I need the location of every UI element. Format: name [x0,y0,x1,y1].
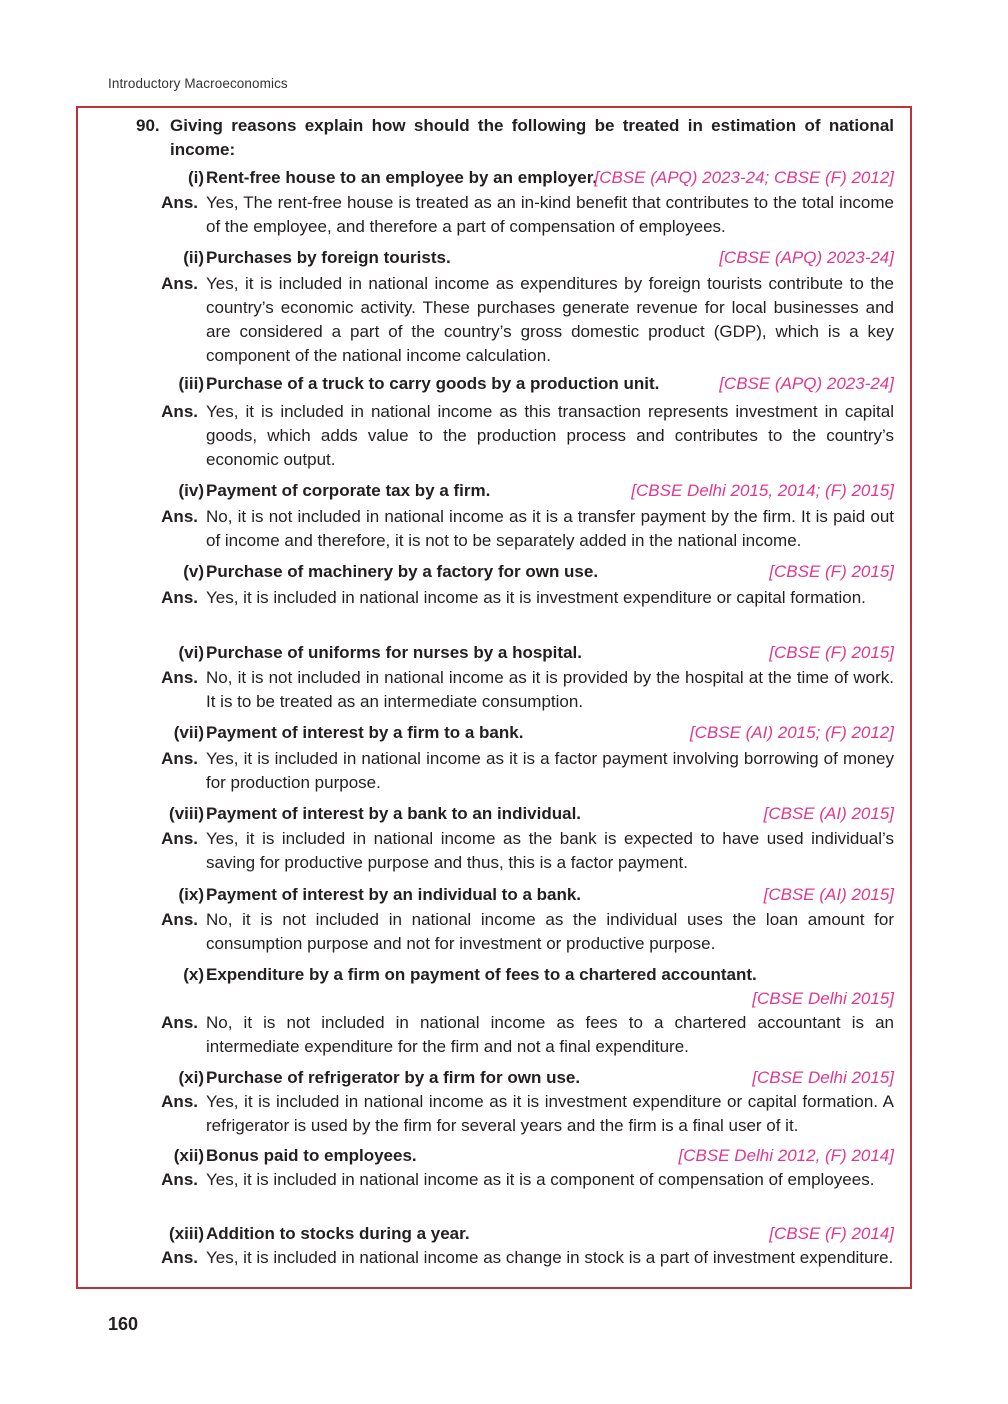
answer-label: Ans. [161,749,198,768]
sub-question-number: (xii) [173,1146,204,1165]
sub-question-number: (iv) [178,481,204,500]
answer [78,747,894,795]
answer-text: Yes, The rent-free house is treated as an in-kind benefit that contributes to the total income of the employee, and therefore a part of compensation of employees. [206,193,894,236]
source-tag: [CBSE (F) 2015] [769,643,894,662]
sub-question-number: (x) [183,965,204,984]
answer-label: Ans. [161,193,198,212]
answer-text: Yes, it is included in national income as it is a factor payment involving borrowing of money for production purpose. [206,749,894,792]
sub-question-number: (vi) [178,643,204,662]
answer [78,505,894,553]
answer [78,1011,894,1059]
sub-question-number: (viii) [169,804,204,823]
sub-question-text: Payment of interest by a bank to an individual. [206,804,582,823]
source-tag: [CBSE (AI) 2015] [763,885,894,904]
sub-question-number: (vii) [173,723,204,742]
source-tag: [CBSE Delhi 2015, 2014; (F) 2015] [631,481,894,500]
sub-question-text: Rent-free house to an employee by an employer. [206,168,598,187]
answer-label: Ans. [161,910,198,929]
question-number: 90. [136,116,160,135]
answer-label: Ans. [161,1013,198,1032]
sub-question-number: (xiii) [169,1224,204,1243]
answer-text: Yes, it is included in national income as expenditures by foreign tourists contribute to the country’s economic activity. These purchases generate revenue for local businesses and are considered a part of the country’s gross domestic product (GDP), which is a key component of the national income calculation. [206,274,894,365]
answer-label: Ans. [161,507,198,526]
answer-label: Ans. [161,1248,198,1267]
sub-question-number: (ix) [178,885,204,904]
sub-question-text: Addition to stocks during a year. [206,1224,470,1243]
answer-text: Yes, it is included in national income as it is a component of compensation of employees. [206,1170,875,1189]
sub-question-text: Purchase of refrigerator by a firm for own use. [206,1068,581,1087]
answer-text: Yes, it is included in national income as it is investment expenditure or capital formation. A refrigerator is used by the firm for several years and the firm is a final user of it. [206,1092,894,1135]
sub-question-number: (iii) [178,374,204,393]
answer-label: Ans. [161,1092,198,1111]
answer-label: Ans. [161,274,198,293]
sub-question-number: (v) [183,562,204,581]
answer-label: Ans. [161,829,198,848]
sub-question-text: Purchase of a truck to carry goods by a production unit. [206,374,660,393]
source-tag: [CBSE Delhi 2012, (F) 2014] [678,1146,894,1165]
sub-question-text: Purchase of machinery by a factory for own use. [206,562,599,581]
answer [78,1090,894,1138]
answer [78,827,894,875]
source-tag: [CBSE Delhi 2015] [752,1068,894,1087]
sub-question-number: (i) [187,168,204,187]
question-heading [136,114,894,162]
answer-label: Ans. [161,588,198,607]
sub-question-text: Purchase of uniforms for nurses by a hospital. [206,643,582,662]
answer-text: Yes, it is included in national income as it is investment expenditure or capital formation. [206,588,866,607]
answer [78,1168,894,1192]
answer-text: No, it is not included in national income as fees to a chartered accountant is an intermediate expenditure for the firm and not a final expenditure. [206,1013,894,1056]
sub-question-number: (xi) [178,1068,204,1087]
source-tag: [CBSE Delhi 2015] [752,989,894,1008]
answer-text: Yes, it is included in national income as the bank is expected to have used individual’s saving for productive purpose and thus, this is a factor payment. [206,829,894,872]
source-tag: [CBSE (AI) 2015; (F) 2012] [689,723,894,742]
answer [78,586,894,610]
source-tag: [CBSE (APQ) 2023-24] [719,374,894,393]
running-head-title: Introductory Macroeconomics [108,76,288,91]
question-box [76,106,912,1289]
answer [78,400,894,472]
page-number: 160 [108,1314,139,1334]
answer [78,908,894,956]
answer-text: No, it is not included in national income as the individual uses the loan amount for consumption purpose and not for investment or productive purpose. [206,910,894,953]
source-tag: [CBSE (AI) 2015] [763,804,894,823]
sub-question-text: Payment of interest by a firm to a bank. [206,723,524,742]
answer-label: Ans. [161,1170,198,1189]
question-text: Giving reasons explain how should the following be treated in estimation of national income: [170,116,894,159]
answer [78,191,894,239]
source-tag: [CBSE (F) 2015] [769,562,894,581]
source-tag: [CBSE (APQ) 2023-24] [719,248,894,267]
sub-question-text: Payment of corporate tax by a firm. [206,481,491,500]
answer [78,1246,894,1270]
answer [78,272,894,368]
answer-text: Yes, it is included in national income as change in stock is a part of investment expenditure. [206,1248,894,1267]
answer-label: Ans. [161,668,198,687]
sub-question-text: Purchases by foreign tourists. [206,248,451,267]
sub-question-text: Bonus paid to employees. [206,1146,417,1165]
answer-label: Ans. [161,402,198,421]
sub-question-text: Expenditure by a firm on payment of fees to a chartered accountant. [206,965,757,984]
answer-text: No, it is not included in national income as it is a transfer payment by the firm. It is paid out of income and therefore, it is not to be separately added in the national income. [206,507,894,550]
answer-text: Yes, it is included in national income as this transaction represents investment in capital goods, which adds value to the production process and contributes to the country’s economic output. [206,402,894,469]
source-tag: [CBSE (F) 2014] [769,1224,894,1243]
sub-question-text: Payment of interest by an individual to a bank. [206,885,582,904]
answer-text: No, it is not included in national income as it is provided by the hospital at the time of work. It is to be treated as an intermediate consumption. [206,668,894,711]
sub-question-number: (ii) [183,248,204,267]
source-tag: [CBSE (APQ) 2023-24; CBSE (F) 2012] [594,168,894,187]
answer [78,666,894,714]
